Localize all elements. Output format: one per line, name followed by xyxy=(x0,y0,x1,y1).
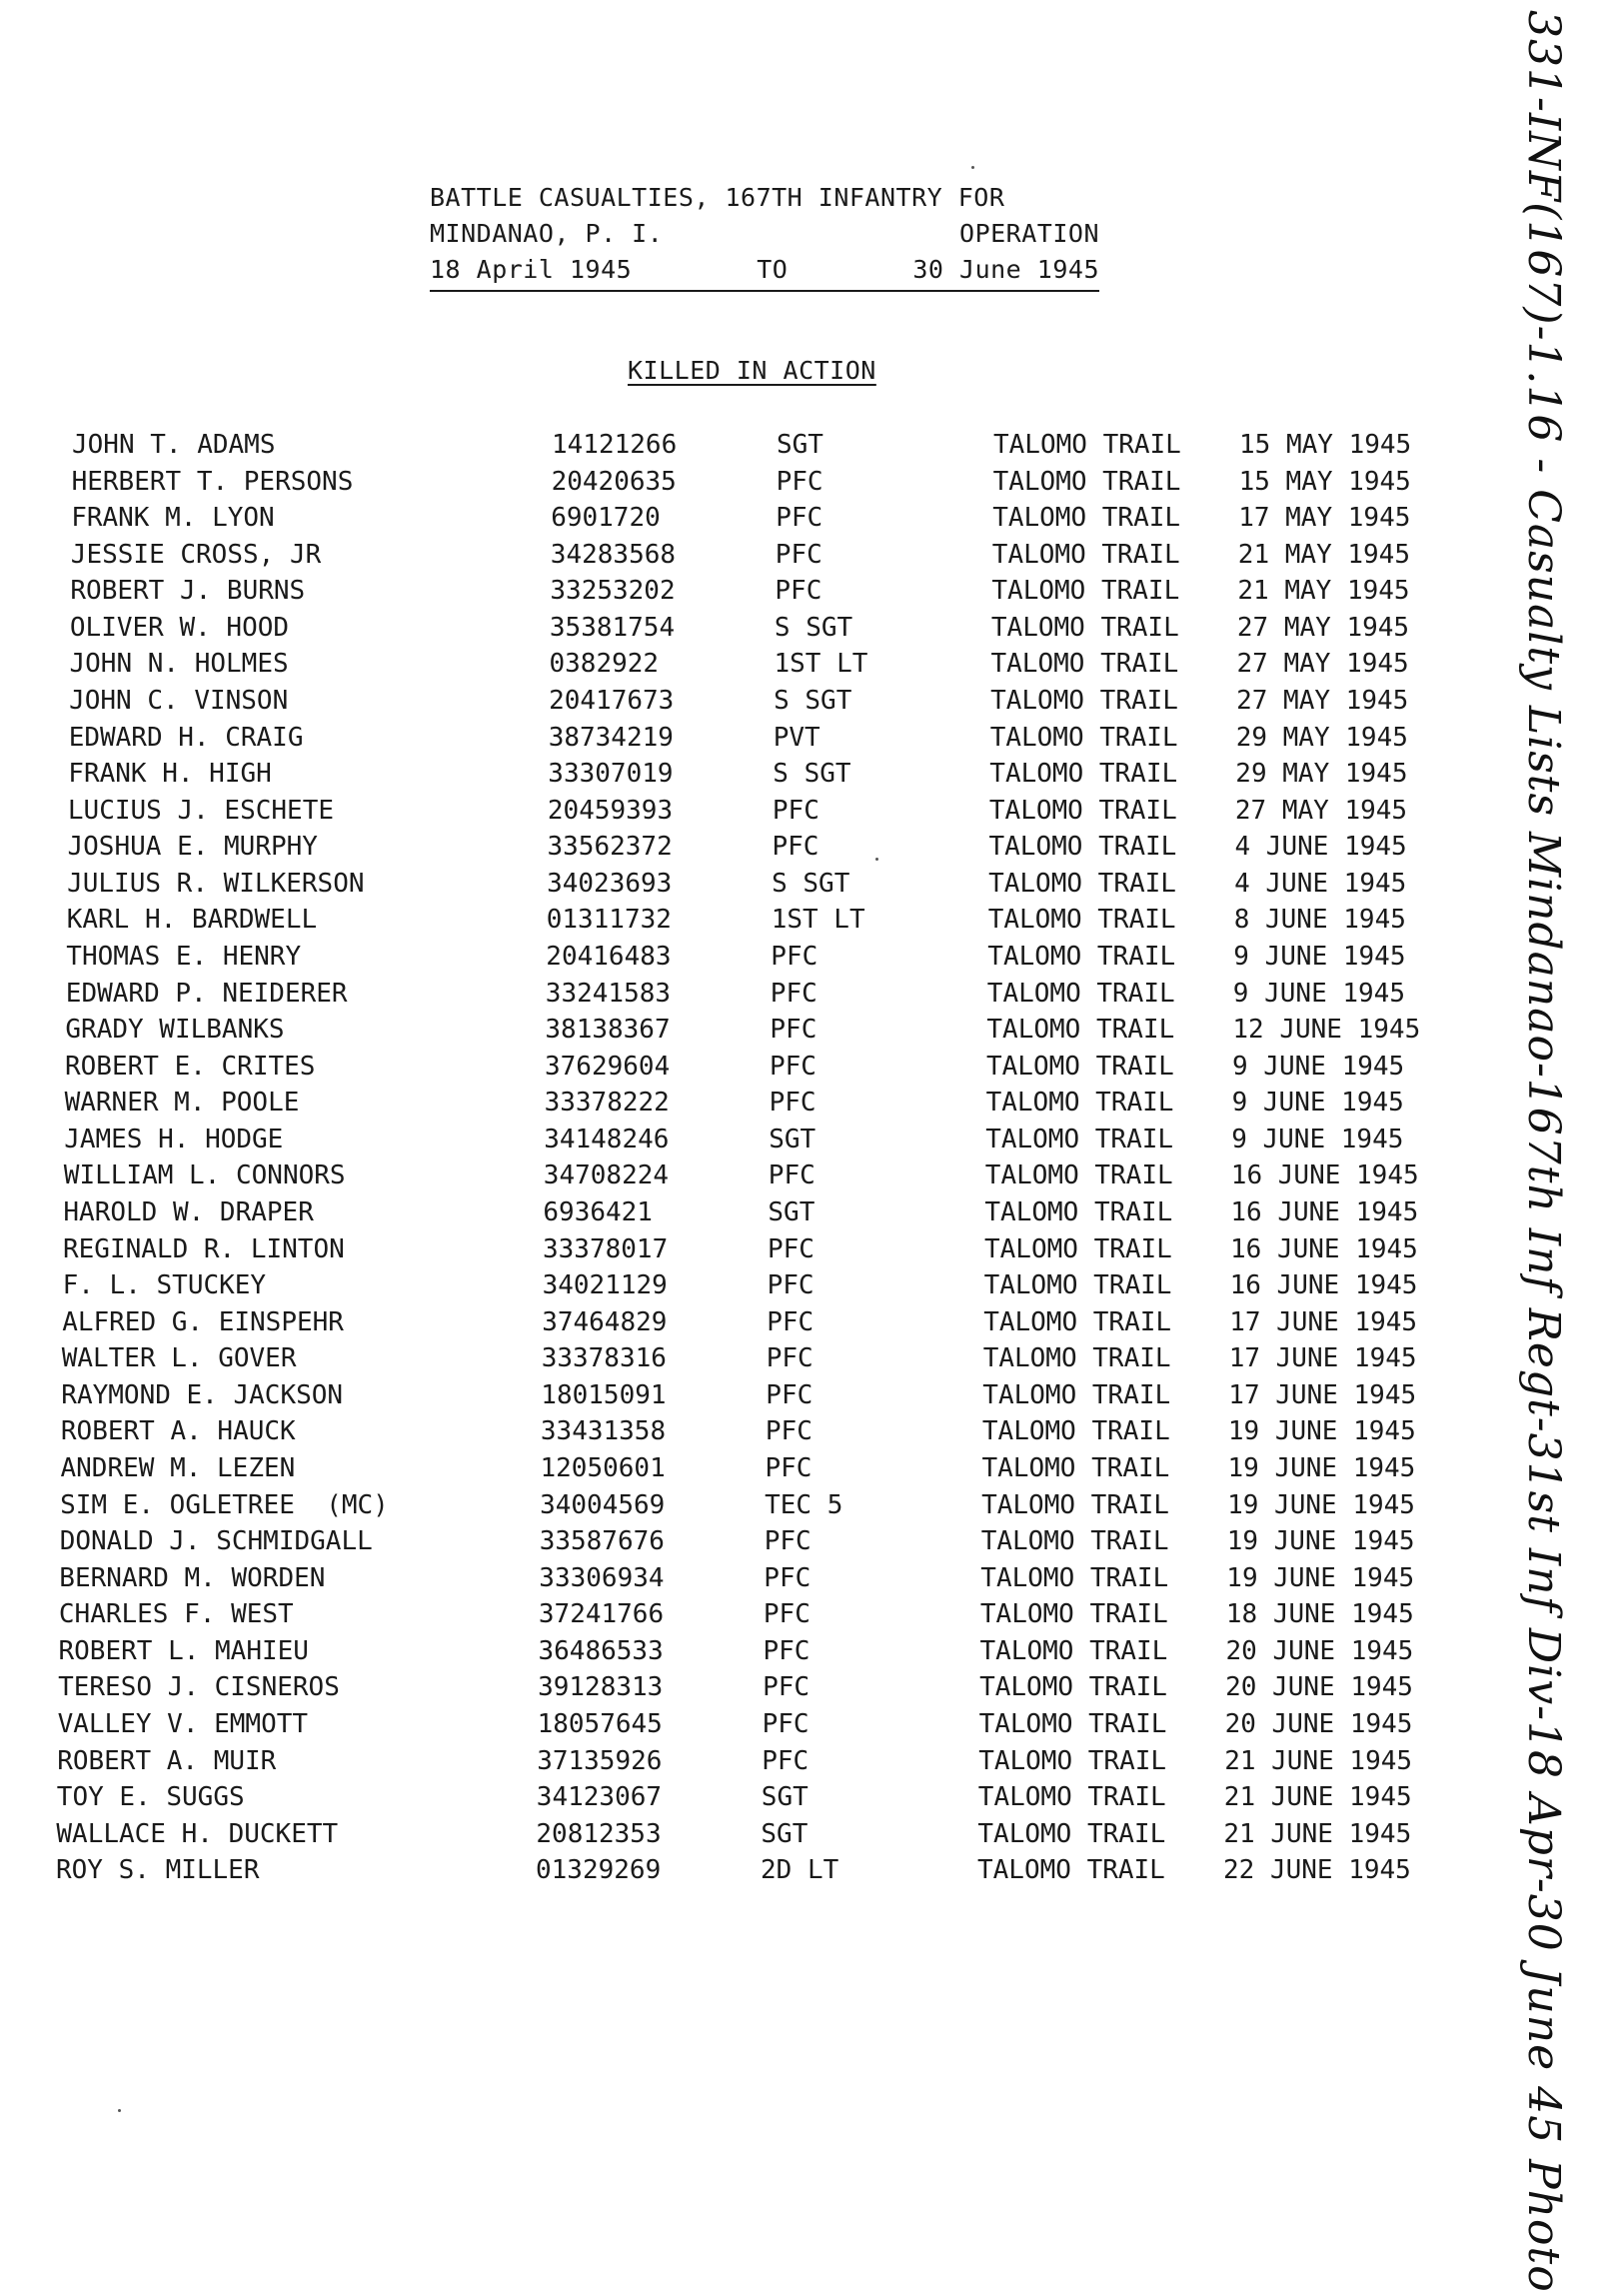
table-row xyxy=(63,1232,1559,1266)
casualty-serial-number: 34708224 xyxy=(543,1160,670,1191)
casualty-serial-number: 34148246 xyxy=(544,1124,670,1154)
table-row xyxy=(60,1524,1559,1558)
casualty-place: TALOMO TRAIL xyxy=(984,1233,1172,1264)
casualty-place: TALOMO TRAIL xyxy=(984,1160,1173,1191)
casualty-place: TALOMO TRAIL xyxy=(984,1197,1173,1227)
casualty-place: TALOMO TRAIL xyxy=(979,1635,1168,1666)
casualty-date: 9 JUNE 1945 xyxy=(1233,942,1406,972)
casualty-date: 20 JUNE 1945 xyxy=(1224,1709,1413,1739)
casualty-date: 19 JUNE 1945 xyxy=(1226,1562,1415,1593)
casualty-serial-number: 20420635 xyxy=(551,466,677,497)
casualty-place: TALOMO TRAIL xyxy=(990,612,1179,643)
table-row xyxy=(58,1707,1559,1741)
casualty-name: JAMES H. HODGE xyxy=(64,1124,284,1154)
casualty-place: TALOMO TRAIL xyxy=(989,722,1178,753)
casualty-serial-number: 33431358 xyxy=(540,1416,667,1447)
casualty-name: F. L. STUCKEY xyxy=(62,1270,267,1301)
casualty-name: WILLIAM L. CONNORS xyxy=(63,1160,346,1191)
casualty-date: 21 MAY 1945 xyxy=(1237,539,1410,570)
casualty-serial-number: 35381754 xyxy=(549,612,676,643)
casualty-serial-number: 18057645 xyxy=(537,1709,663,1739)
casualty-date: 4 JUNE 1945 xyxy=(1234,832,1407,863)
table-row xyxy=(69,684,1559,718)
casualty-name: FRANK M. LYON xyxy=(71,503,275,534)
casualty-name: ROBERT A. HAUCK xyxy=(60,1416,296,1447)
paper-speck xyxy=(971,166,974,169)
casualty-name: RAYMOND E. JACKSON xyxy=(61,1379,344,1410)
casualty-rank: PFC xyxy=(764,1526,812,1557)
casualty-place: TALOMO TRAIL xyxy=(987,905,1176,936)
casualty-name: WARNER M. POOLE xyxy=(64,1088,300,1119)
table-row xyxy=(64,1123,1559,1156)
paper-speck xyxy=(875,858,878,861)
casualty-rank: PFC xyxy=(766,1379,813,1410)
casualty-rank: PFC xyxy=(763,1599,811,1630)
casualty-name: THOMAS E. HENRY xyxy=(66,942,302,972)
casualty-date: 21 JUNE 1945 xyxy=(1224,1745,1413,1776)
casualty-rank: PFC xyxy=(763,1672,811,1703)
casualty-date: 16 JUNE 1945 xyxy=(1229,1270,1418,1301)
casualty-name: ROBERT E. CRITES xyxy=(65,1051,316,1082)
table-row xyxy=(68,757,1559,791)
header-line-1 xyxy=(430,180,1099,216)
casualty-serial-number: 37464829 xyxy=(542,1306,668,1337)
casualty-name: HAROLD W. DRAPER xyxy=(63,1197,314,1227)
table-row xyxy=(70,647,1560,681)
casualty-date: 17 JUNE 1945 xyxy=(1229,1306,1418,1337)
section-title: KILLED IN ACTION xyxy=(628,356,876,385)
header-operation: OPERATION xyxy=(959,219,1099,248)
casualty-place: TALOMO TRAIL xyxy=(993,430,1181,460)
header-line-2 xyxy=(430,216,1099,252)
table-row xyxy=(63,1195,1559,1229)
casualty-place: TALOMO TRAIL xyxy=(977,1782,1166,1813)
casualty-serial-number: 12050601 xyxy=(540,1453,666,1483)
casualty-date: 16 JUNE 1945 xyxy=(1230,1233,1418,1264)
casualty-serial-number: 34021129 xyxy=(542,1270,668,1301)
casualty-rank: 1ST LT xyxy=(774,649,868,680)
casualty-date: 16 JUNE 1945 xyxy=(1230,1160,1419,1191)
table-row xyxy=(57,1744,1559,1778)
table-row xyxy=(58,1670,1559,1704)
casualty-place: TALOMO TRAIL xyxy=(992,466,1181,497)
casualty-date: 19 JUNE 1945 xyxy=(1227,1489,1415,1520)
casualty-date: 27 MAY 1945 xyxy=(1234,795,1408,826)
casualty-serial-number: 33562372 xyxy=(547,832,673,863)
table-row xyxy=(65,1086,1559,1120)
casualty-place: TALOMO TRAIL xyxy=(982,1379,1171,1410)
casualty-rank: PVT xyxy=(773,722,820,753)
casualty-name: VALLEY V. EMMOTT xyxy=(57,1709,309,1739)
casualty-name: JOHN T. ADAMS xyxy=(72,430,276,460)
casualty-rank: PFC xyxy=(765,1453,812,1483)
table-row xyxy=(66,940,1559,974)
casualty-rank: S SGT xyxy=(772,868,850,899)
casualty-name: KARL H. BARDWELL xyxy=(66,905,318,936)
casualty-rank: PFC xyxy=(764,1562,812,1593)
table-row xyxy=(61,1378,1559,1412)
casualty-name: FRANK H. HIGH xyxy=(68,759,272,790)
casualty-serial-number: 33378222 xyxy=(544,1088,670,1119)
casualty-rank: PFC xyxy=(763,1635,811,1666)
table-row xyxy=(72,465,1559,499)
casualty-date: 9 JUNE 1945 xyxy=(1232,978,1405,1009)
casualty-serial-number: 38734219 xyxy=(548,722,674,753)
table-row xyxy=(67,867,1559,901)
casualty-rank: PFC xyxy=(769,1088,816,1119)
casualty-rank: PFC xyxy=(770,978,817,1009)
table-row xyxy=(62,1341,1559,1375)
casualty-date: 27 MAY 1945 xyxy=(1236,686,1409,716)
casualty-serial-number: 37241766 xyxy=(538,1599,665,1630)
casualty-rank: SGT xyxy=(761,1818,809,1849)
casualty-serial-number: 34004569 xyxy=(540,1489,666,1520)
casualty-serial-number: 33378017 xyxy=(543,1233,669,1264)
casualty-serial-number: 18015091 xyxy=(541,1379,667,1410)
table-row xyxy=(70,574,1559,608)
casualty-place: TALOMO TRAIL xyxy=(991,539,1180,570)
table-row xyxy=(69,721,1559,755)
casualty-date: 9 JUNE 1945 xyxy=(1232,1051,1405,1082)
casualty-name: CHARLES F. WEST xyxy=(58,1599,294,1630)
casualty-date: 17 MAY 1945 xyxy=(1238,503,1411,534)
casualty-rank: S SGT xyxy=(774,612,853,643)
casualty-date: 29 MAY 1945 xyxy=(1235,722,1408,753)
casualty-place: TALOMO TRAIL xyxy=(992,503,1181,534)
casualty-rank: S SGT xyxy=(773,759,851,790)
table-row xyxy=(68,830,1560,864)
casualty-date: 27 MAY 1945 xyxy=(1236,649,1409,680)
casualty-name: EDWARD H. CRAIG xyxy=(68,722,304,753)
header-end-date: 30 June 1945 xyxy=(912,255,1099,284)
casualty-rank: PFC xyxy=(766,1343,813,1374)
casualty-serial-number: 38138367 xyxy=(545,1015,671,1046)
casualty-rank: PFC xyxy=(762,1745,810,1776)
casualty-rank: PFC xyxy=(765,1416,812,1447)
casualty-name: LUCIUS J. ESCHETE xyxy=(67,795,334,826)
casualty-serial-number: 34283568 xyxy=(550,539,677,570)
casualty-date: 9 JUNE 1945 xyxy=(1231,1088,1404,1119)
table-row xyxy=(59,1597,1559,1631)
casualty-place: TALOMO TRAIL xyxy=(989,759,1178,790)
table-row xyxy=(61,1451,1560,1485)
table-row xyxy=(71,538,1559,572)
casualty-rank: TEC 5 xyxy=(765,1489,843,1520)
casualty-name: JOHN C. VINSON xyxy=(69,686,289,716)
casualty-name: REGINALD R. LINTON xyxy=(63,1233,345,1264)
table-row xyxy=(63,1268,1559,1302)
casualty-serial-number: 34023693 xyxy=(547,868,673,899)
casualty-date: 22 JUNE 1945 xyxy=(1223,1855,1411,1886)
casualty-place: TALOMO TRAIL xyxy=(981,1416,1170,1447)
casualty-rank: PFC xyxy=(776,466,823,497)
casualty-place: TALOMO TRAIL xyxy=(985,1124,1174,1154)
casualty-date: 12 JUNE 1945 xyxy=(1232,1015,1421,1046)
casualty-serial-number: 34123067 xyxy=(536,1782,663,1813)
casualty-name: ANDREW M. LEZEN xyxy=(60,1453,296,1483)
casualty-rank: PFC xyxy=(771,942,818,972)
casualty-date: 21 JUNE 1945 xyxy=(1223,1818,1412,1849)
casualty-place: TALOMO TRAIL xyxy=(981,1489,1169,1520)
casualty-name: ROY S. MILLER xyxy=(56,1855,260,1886)
casualty-rank: PFC xyxy=(770,1015,817,1046)
casualty-rank: PFC xyxy=(767,1306,814,1337)
header-line-3 xyxy=(430,252,1099,292)
header-to: TO xyxy=(757,255,789,284)
casualty-rank: PFC xyxy=(767,1270,814,1301)
casualty-serial-number: 37629604 xyxy=(545,1051,671,1082)
table-row xyxy=(65,1013,1559,1047)
table-row xyxy=(64,1158,1559,1192)
casualty-rank: PFC xyxy=(775,539,822,570)
casualty-serial-number: 20417673 xyxy=(549,686,675,716)
casualty-serial-number: 0382922 xyxy=(549,649,660,680)
casualty-serial-number: 33378316 xyxy=(541,1343,667,1374)
casualty-serial-number: 33253202 xyxy=(550,576,676,607)
casualty-name: OLIVER W. HOOD xyxy=(69,612,290,643)
casualty-date: 18 JUNE 1945 xyxy=(1225,1599,1414,1630)
casualty-name: JOSHUA E. MURPHY xyxy=(67,832,318,863)
casualty-rank: PFC xyxy=(768,1160,815,1191)
casualty-place: TALOMO TRAIL xyxy=(983,1270,1172,1301)
casualty-name: WALTER L. GOVER xyxy=(61,1343,297,1374)
casualty-serial-number: 36486533 xyxy=(538,1635,664,1666)
casualty-date: 17 JUNE 1945 xyxy=(1228,1343,1417,1374)
casualty-date: 17 JUNE 1945 xyxy=(1228,1379,1417,1410)
casualty-place: TALOMO TRAIL xyxy=(988,795,1177,826)
casualty-name: ALFRED G. EINSPEHR xyxy=(62,1306,344,1337)
casualty-serial-number: 20812353 xyxy=(536,1818,662,1849)
casualty-date: 21 MAY 1945 xyxy=(1237,576,1410,607)
casualty-place: TALOMO TRAIL xyxy=(986,978,1175,1009)
table-row xyxy=(60,1488,1559,1522)
casualty-serial-number: 33307019 xyxy=(548,759,674,790)
casualty-date: 21 JUNE 1945 xyxy=(1223,1782,1412,1813)
casualty-place: TALOMO TRAIL xyxy=(982,1343,1171,1374)
table-row xyxy=(61,1414,1559,1448)
casualty-place: TALOMO TRAIL xyxy=(987,942,1176,972)
casualty-rank: PFC xyxy=(772,832,819,863)
casualty-place: TALOMO TRAIL xyxy=(977,1855,1165,1886)
casualty-rank: 1ST LT xyxy=(771,905,865,936)
casualty-rank: PFC xyxy=(775,576,822,607)
casualty-place: TALOMO TRAIL xyxy=(979,1672,1167,1703)
casualty-serial-number: 33587676 xyxy=(539,1526,665,1557)
casualty-place: TALOMO TRAIL xyxy=(979,1599,1168,1630)
casualty-rank: SGT xyxy=(777,430,823,460)
casualty-name: GRADY WILBANKS xyxy=(65,1015,285,1046)
casualty-serial-number: 33306934 xyxy=(539,1562,665,1593)
casualty-serial-number: 39128313 xyxy=(538,1672,664,1703)
casualty-place: TALOMO TRAIL xyxy=(978,1709,1167,1739)
casualty-place: TALOMO TRAIL xyxy=(986,1015,1175,1046)
casualty-name: HERBERT T. PERSONS xyxy=(71,466,354,497)
casualty-date: 19 JUNE 1945 xyxy=(1226,1526,1415,1557)
header-title: BATTLE CASUALTIES, 167TH INFANTRY FOR xyxy=(430,183,1005,212)
casualty-date: 8 JUNE 1945 xyxy=(1233,905,1406,936)
casualty-serial-number: 01329269 xyxy=(536,1855,662,1886)
table-row xyxy=(72,428,1559,462)
table-row xyxy=(68,794,1559,828)
casualty-name: WALLACE H. DUCKETT xyxy=(56,1818,339,1849)
casualty-date: 19 JUNE 1945 xyxy=(1227,1416,1416,1447)
casualty-name: JULIUS R. WILKERSON xyxy=(67,868,365,899)
casualty-place: TALOMO TRAIL xyxy=(986,1051,1174,1082)
casualty-date: 20 JUNE 1945 xyxy=(1225,1672,1413,1703)
casualty-place: TALOMO TRAIL xyxy=(985,1088,1174,1119)
casualty-rank: SGT xyxy=(769,1124,816,1154)
casualty-date: 4 JUNE 1945 xyxy=(1234,868,1407,899)
table-row xyxy=(70,611,1559,645)
casualty-name: TERESO J. CISNEROS xyxy=(58,1672,340,1703)
table-row xyxy=(57,1780,1559,1814)
casualty-name: DONALD J. SCHMIDGALL xyxy=(59,1526,373,1557)
casualty-serial-number: 33241583 xyxy=(545,978,672,1009)
casualty-place: TALOMO TRAIL xyxy=(990,649,1179,680)
casualty-rank: PFC xyxy=(776,503,823,534)
casualty-serial-number: 6901720 xyxy=(551,503,661,534)
casualty-name: SIM E. OGLETREE (MC) xyxy=(60,1489,389,1520)
table-row xyxy=(56,1853,1559,1887)
casualty-place: TALOMO TRAIL xyxy=(988,832,1177,863)
casualty-date: 16 JUNE 1945 xyxy=(1230,1197,1419,1227)
casualty-place: TALOMO TRAIL xyxy=(978,1745,1167,1776)
table-row xyxy=(65,1050,1559,1084)
casualty-date: 27 MAY 1945 xyxy=(1236,612,1410,643)
table-row xyxy=(67,903,1559,937)
casualty-rank: PFC xyxy=(770,1051,816,1082)
casualty-name: JOHN N. HOLMES xyxy=(69,649,289,680)
header-start-date: 18 April 1945 xyxy=(430,255,633,284)
casualty-place: TALOMO TRAIL xyxy=(980,1526,1169,1557)
table-row xyxy=(59,1561,1559,1595)
casualty-name: ROBERT L. MAHIEU xyxy=(58,1635,309,1666)
casualty-place: TALOMO TRAIL xyxy=(977,1818,1166,1849)
casualty-serial-number: 37135926 xyxy=(537,1745,663,1776)
casualty-name: TOY E. SUGGS xyxy=(56,1782,245,1813)
casualty-rank: SGT xyxy=(768,1197,815,1227)
casualty-date: 29 MAY 1945 xyxy=(1235,759,1408,790)
casualty-date: 20 JUNE 1945 xyxy=(1225,1635,1414,1666)
handwritten-annotation: 331-INF(167)-1.16 - Casualty Lists Mindanao-167th Inf Regt-31st Inf Div-18 Apr-30 June 45 Photo xyxy=(1518,10,1569,2293)
table-row xyxy=(56,1817,1559,1851)
casualty-rank: PFC xyxy=(772,795,819,826)
casualty-date: 15 MAY 1945 xyxy=(1239,430,1412,460)
table-row xyxy=(66,977,1559,1011)
casualty-place: TALOMO TRAIL xyxy=(981,1453,1170,1483)
casualty-rank: SGT xyxy=(761,1782,809,1813)
document-header xyxy=(430,180,1099,292)
casualty-serial-number: 20416483 xyxy=(546,942,672,972)
casualty-serial-number: 20459393 xyxy=(547,795,674,826)
casualty-place: TALOMO TRAIL xyxy=(990,686,1178,716)
casualty-place: TALOMO TRAIL xyxy=(980,1562,1169,1593)
casualty-name: ROBERT J. BURNS xyxy=(70,576,306,607)
casualty-place: TALOMO TRAIL xyxy=(983,1306,1172,1337)
paper-speck xyxy=(118,2109,121,2112)
casualty-rank: 2D LT xyxy=(761,1855,839,1886)
casualty-date: 19 JUNE 1945 xyxy=(1227,1453,1416,1483)
casualty-rank: PFC xyxy=(768,1233,814,1264)
casualty-date: 15 MAY 1945 xyxy=(1238,466,1411,497)
casualty-serial-number: 6936421 xyxy=(543,1197,653,1227)
table-row xyxy=(62,1305,1559,1339)
casualty-serial-number: 14121266 xyxy=(552,430,678,460)
casualty-place: TALOMO TRAIL xyxy=(988,868,1176,899)
table-row xyxy=(71,501,1559,535)
casualty-name: BERNARD M. WORDEN xyxy=(59,1562,326,1593)
casualty-rank: PFC xyxy=(762,1709,810,1739)
casualty-serial-number: 01311732 xyxy=(546,905,672,936)
casualty-name: EDWARD P. NEIDERER xyxy=(65,978,348,1009)
casualty-name: JESSIE CROSS, JR xyxy=(70,539,322,570)
casualty-rank: S SGT xyxy=(774,686,852,716)
casualty-place: TALOMO TRAIL xyxy=(991,576,1180,607)
casualty-date: 9 JUNE 1945 xyxy=(1231,1124,1404,1154)
header-location: MINDANAO, P. I. xyxy=(430,219,664,248)
table-row xyxy=(59,1634,1560,1668)
casualty-name: ROBERT A. MUIR xyxy=(57,1745,277,1776)
